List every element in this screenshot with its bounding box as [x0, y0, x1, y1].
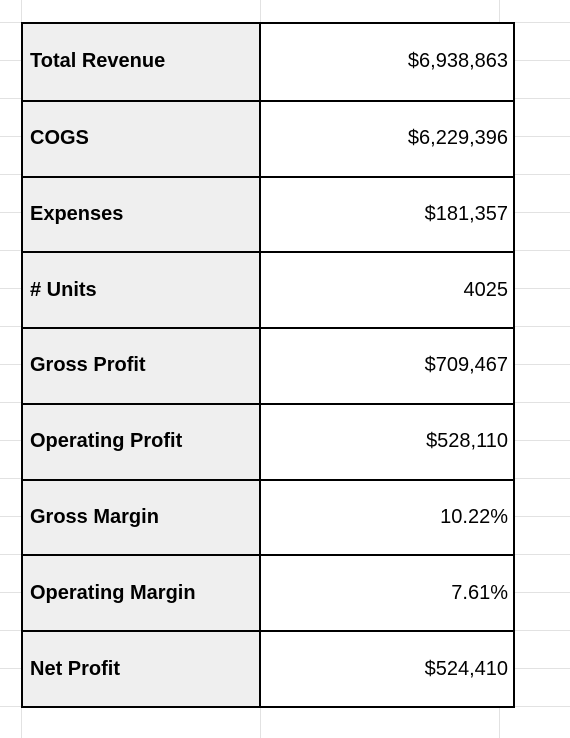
label-cell[interactable]: Gross Margin: [23, 479, 261, 555]
value-cell[interactable]: 4025: [261, 251, 513, 327]
table-row-gross-profit: [23, 327, 513, 403]
label-cell[interactable]: Operating Margin: [23, 554, 261, 630]
label-cell[interactable]: Net Profit: [23, 630, 261, 706]
value-cell[interactable]: 7.61%: [261, 554, 513, 630]
table-row-units: [23, 251, 513, 327]
value-cell[interactable]: $6,229,396: [261, 100, 513, 176]
label-cell[interactable]: COGS: [23, 100, 261, 176]
financial-summary-table: [21, 22, 515, 708]
table-row-cogs: [23, 100, 513, 176]
table-row-total-revenue: [23, 24, 513, 100]
table-row-operating-margin: [23, 554, 513, 630]
value-cell[interactable]: 10.22%: [261, 479, 513, 555]
label-cell[interactable]: Total Revenue: [23, 24, 261, 100]
label-cell[interactable]: Operating Profit: [23, 403, 261, 479]
value-cell[interactable]: $181,357: [261, 176, 513, 252]
table-row-expenses: [23, 176, 513, 252]
label-cell[interactable]: Gross Profit: [23, 327, 261, 403]
table-row-gross-margin: [23, 479, 513, 555]
table-row-net-profit: [23, 630, 513, 706]
label-cell[interactable]: # Units: [23, 251, 261, 327]
table-row-operating-profit: [23, 403, 513, 479]
value-cell[interactable]: $709,467: [261, 327, 513, 403]
label-cell[interactable]: Expenses: [23, 176, 261, 252]
value-cell[interactable]: $524,410: [261, 630, 513, 706]
value-cell[interactable]: $528,110: [261, 403, 513, 479]
value-cell[interactable]: $6,938,863: [407, 50, 508, 73]
